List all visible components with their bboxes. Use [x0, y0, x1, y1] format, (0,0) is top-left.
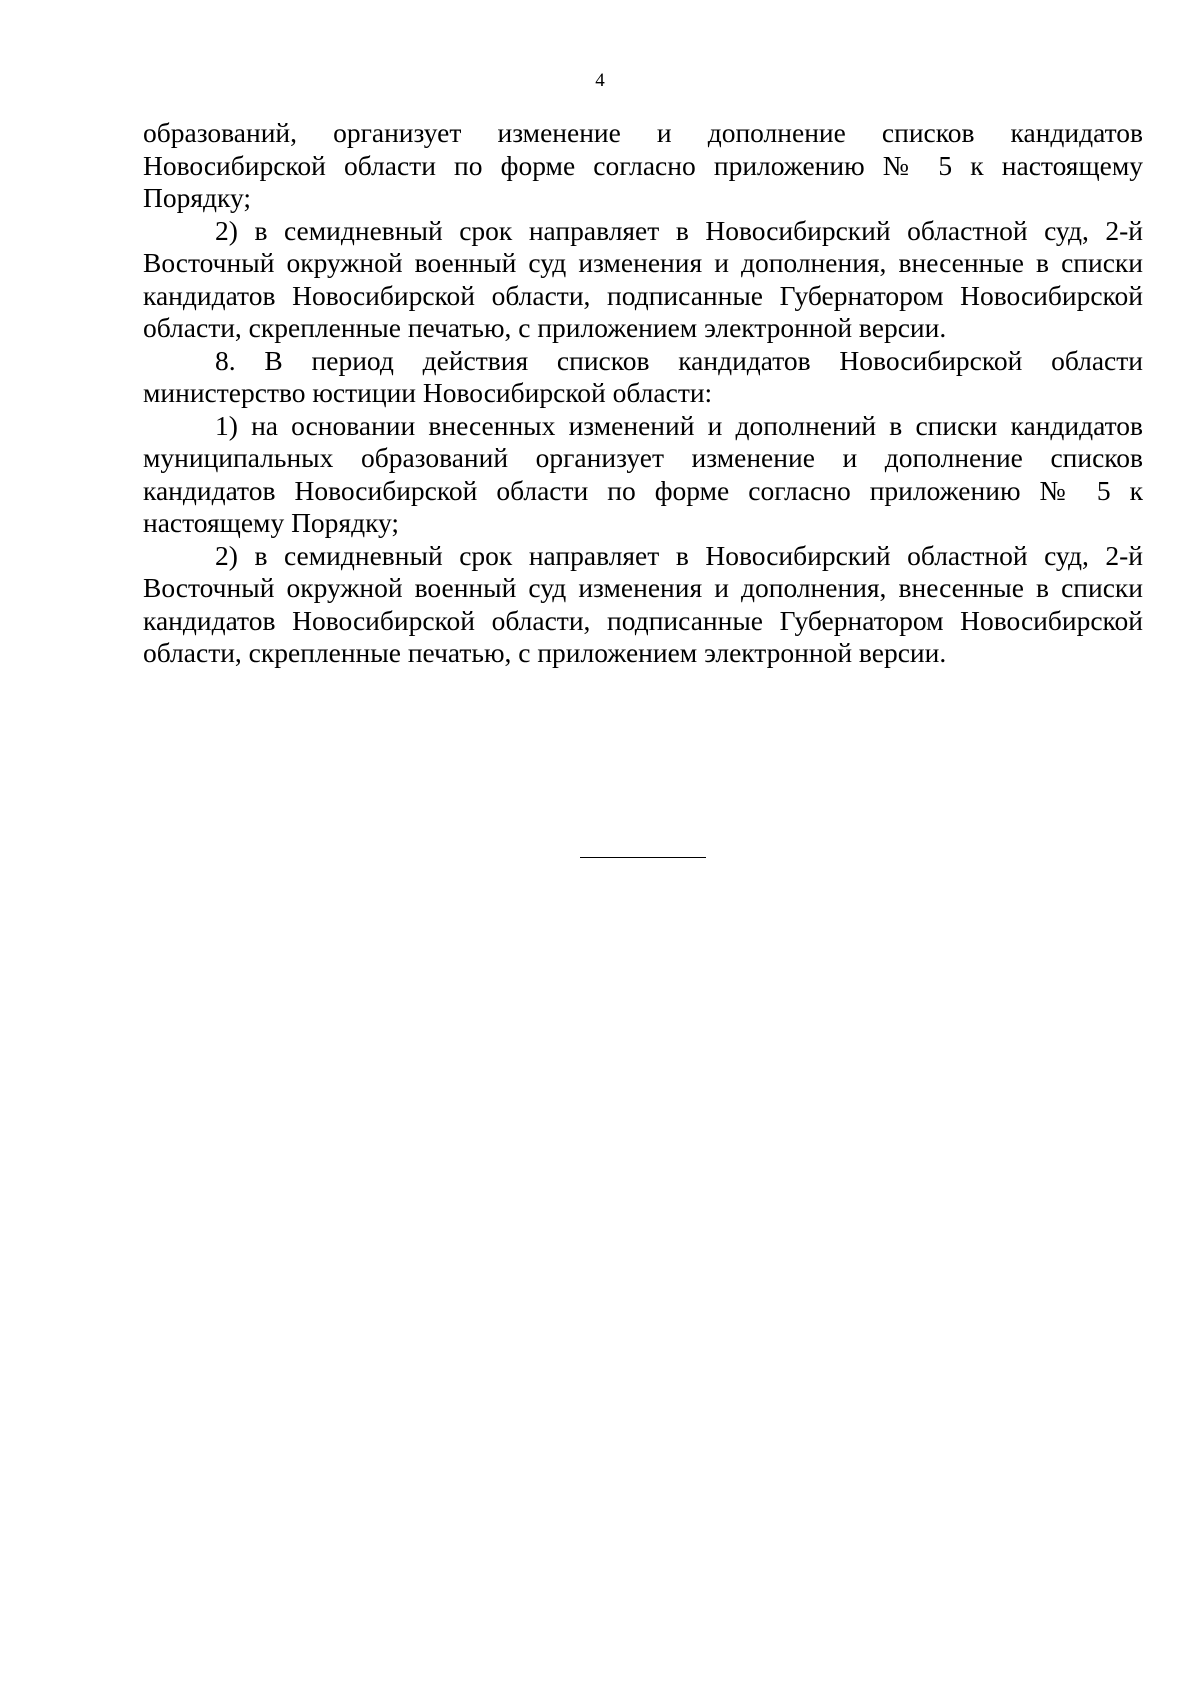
- paragraph-item-2-second: 2) в семидневный срок направляет в Новосибирский областной суд, 2-й Восточный окружной военный суд изменения и дополнения, внесенные в списки кандидатов Новосибирской области, подписанные Губернатором Новосибирской области, скрепленные печатью, с приложением электронной версии.: [143, 539, 1143, 668]
- paragraph-continuation: образований, организует изменение и дополнение списков кандидатов Новосибирской области по форме согласно приложению № 5 к настоящему Порядку;: [143, 117, 1143, 213]
- document-body: [143, 117, 1143, 670]
- end-of-document-rule: [580, 857, 706, 858]
- paragraph-item-1: 1) на основании внесенных изменений и дополнений в списки кандидатов муниципальных образований организует изменение и дополнение списков кандидатов Новосибирской области по форме согласно приложению № 5 к настоящему Порядку;: [143, 409, 1143, 538]
- page-number: 4: [595, 70, 605, 91]
- paragraph-section-8: 8. В период действия списков кандидатов Новосибирской области министерство юстиции Новосибирской области:: [143, 344, 1143, 408]
- paragraph-item-2-first: 2) в семидневный срок направляет в Новосибирский областной суд, 2-й Восточный окружной военный суд изменения и дополнения, внесенные в списки кандидатов Новосибирской области, подписанные Губернатором Новосибирской области, скрепленные печатью, с приложением электронной версии.: [143, 214, 1143, 343]
